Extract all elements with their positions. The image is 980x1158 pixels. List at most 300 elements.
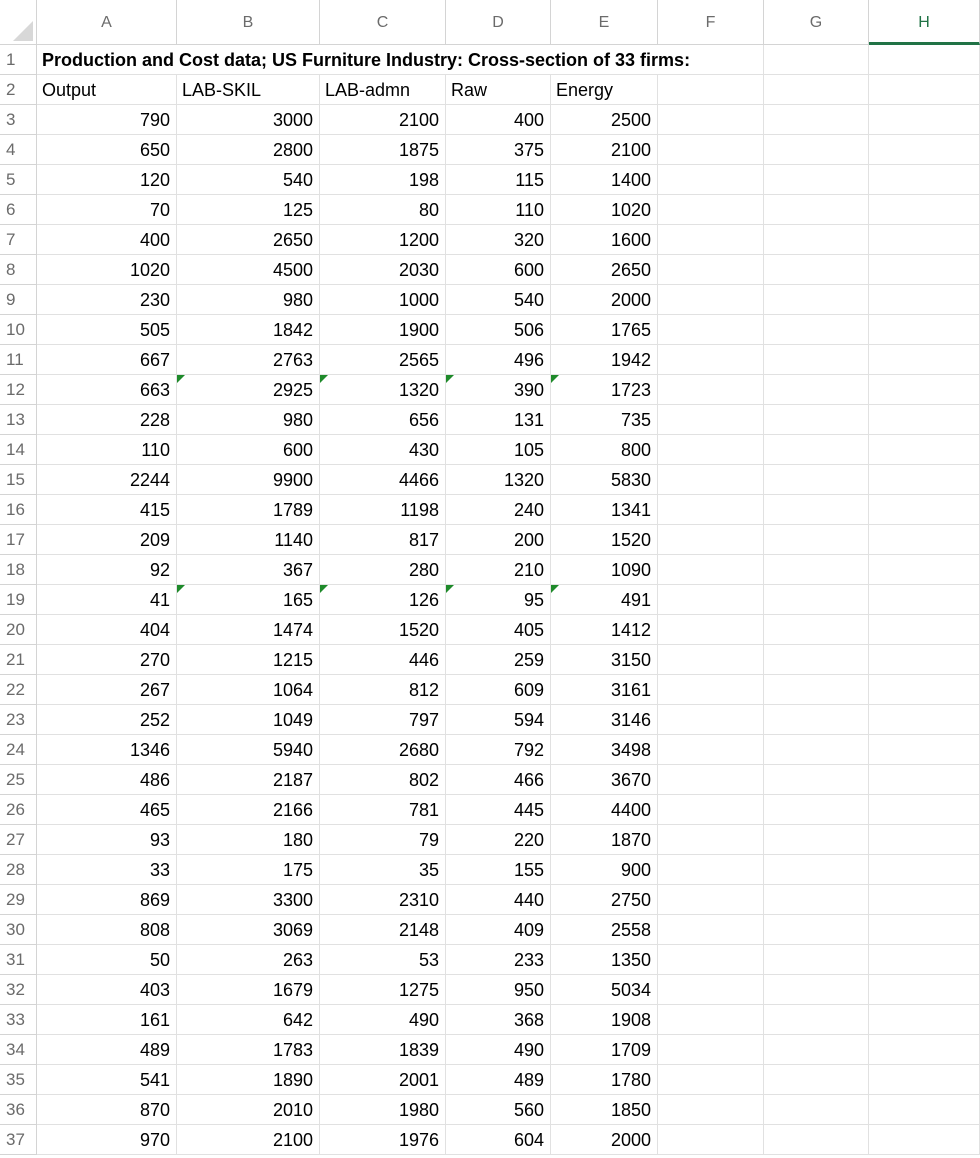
column-header-f[interactable]: F [658, 0, 764, 45]
cell-d2[interactable]: Raw [446, 75, 551, 105]
cell-d22[interactable]: 609 [446, 675, 551, 705]
cell-h33[interactable] [869, 1005, 980, 1035]
cell-d37[interactable]: 604 [446, 1125, 551, 1155]
cell-a15[interactable]: 2244 [37, 465, 177, 495]
cell-a32[interactable]: 403 [37, 975, 177, 1005]
cell-h23[interactable] [869, 705, 980, 735]
cell-g23[interactable] [764, 705, 869, 735]
cell-g12[interactable] [764, 375, 869, 405]
cell-e28[interactable]: 900 [551, 855, 658, 885]
cell-e12[interactable]: 1723 [551, 375, 658, 405]
cell-f10[interactable] [658, 315, 764, 345]
column-header-b[interactable]: B [177, 0, 320, 45]
row-header-36[interactable]: 36 [0, 1095, 37, 1125]
cell-g34[interactable] [764, 1035, 869, 1065]
cell-d11[interactable]: 496 [446, 345, 551, 375]
cell-g25[interactable] [764, 765, 869, 795]
cell-f12[interactable] [658, 375, 764, 405]
cell-a5[interactable]: 120 [37, 165, 177, 195]
cell-e8[interactable]: 2650 [551, 255, 658, 285]
row-header-35[interactable]: 35 [0, 1065, 37, 1095]
cell-c6[interactable]: 80 [320, 195, 446, 225]
cell-f9[interactable] [658, 285, 764, 315]
cell-c37[interactable]: 1976 [320, 1125, 446, 1155]
row-header-10[interactable]: 10 [0, 315, 37, 345]
cell-e16[interactable]: 1341 [551, 495, 658, 525]
cell-g32[interactable] [764, 975, 869, 1005]
cell-h14[interactable] [869, 435, 980, 465]
row-header-6[interactable]: 6 [0, 195, 37, 225]
cell-f2[interactable] [658, 75, 764, 105]
cell-e9[interactable]: 2000 [551, 285, 658, 315]
cell-g7[interactable] [764, 225, 869, 255]
cell-h29[interactable] [869, 885, 980, 915]
cell-e20[interactable]: 1412 [551, 615, 658, 645]
cell-h16[interactable] [869, 495, 980, 525]
row-header-29[interactable]: 29 [0, 885, 37, 915]
cell-g33[interactable] [764, 1005, 869, 1035]
cell-d29[interactable]: 440 [446, 885, 551, 915]
row-header-32[interactable]: 32 [0, 975, 37, 1005]
cell-d19[interactable]: 95 [446, 585, 551, 615]
cell-c28[interactable]: 35 [320, 855, 446, 885]
cell-d4[interactable]: 375 [446, 135, 551, 165]
cell-g36[interactable] [764, 1095, 869, 1125]
cell-a22[interactable]: 267 [37, 675, 177, 705]
cell-c30[interactable]: 2148 [320, 915, 446, 945]
cell-h31[interactable] [869, 945, 980, 975]
cell-c21[interactable]: 446 [320, 645, 446, 675]
cell-b20[interactable]: 1474 [177, 615, 320, 645]
cell-d12[interactable]: 390 [446, 375, 551, 405]
cell-e3[interactable]: 2500 [551, 105, 658, 135]
cell-a4[interactable]: 650 [37, 135, 177, 165]
cell-g10[interactable] [764, 315, 869, 345]
cell-a29[interactable]: 869 [37, 885, 177, 915]
cell-h12[interactable] [869, 375, 980, 405]
cell-g18[interactable] [764, 555, 869, 585]
cell-e14[interactable]: 800 [551, 435, 658, 465]
cell-h28[interactable] [869, 855, 980, 885]
cell-f11[interactable] [658, 345, 764, 375]
cell-c9[interactable]: 1000 [320, 285, 446, 315]
cell-f17[interactable] [658, 525, 764, 555]
cell-h13[interactable] [869, 405, 980, 435]
row-header-2[interactable]: 2 [0, 75, 37, 105]
row-header-21[interactable]: 21 [0, 645, 37, 675]
cell-b32[interactable]: 1679 [177, 975, 320, 1005]
cell-a18[interactable]: 92 [37, 555, 177, 585]
row-header-13[interactable]: 13 [0, 405, 37, 435]
cell-d8[interactable]: 600 [446, 255, 551, 285]
cell-g11[interactable] [764, 345, 869, 375]
cell-f20[interactable] [658, 615, 764, 645]
cell-a27[interactable]: 93 [37, 825, 177, 855]
cell-d15[interactable]: 1320 [446, 465, 551, 495]
cell-b27[interactable]: 180 [177, 825, 320, 855]
cell-c31[interactable]: 53 [320, 945, 446, 975]
row-header-23[interactable]: 23 [0, 705, 37, 735]
cell-d18[interactable]: 210 [446, 555, 551, 585]
cell-e34[interactable]: 1709 [551, 1035, 658, 1065]
cell-b9[interactable]: 980 [177, 285, 320, 315]
cell-h5[interactable] [869, 165, 980, 195]
cell-e21[interactable]: 3150 [551, 645, 658, 675]
cell-c12[interactable]: 1320 [320, 375, 446, 405]
cell-h19[interactable] [869, 585, 980, 615]
cell-e27[interactable]: 1870 [551, 825, 658, 855]
cell-g16[interactable] [764, 495, 869, 525]
column-header-e[interactable]: E [551, 0, 658, 45]
cell-b14[interactable]: 600 [177, 435, 320, 465]
cell-a8[interactable]: 1020 [37, 255, 177, 285]
cell-c19[interactable]: 126 [320, 585, 446, 615]
cell-d31[interactable]: 233 [446, 945, 551, 975]
cell-a26[interactable]: 465 [37, 795, 177, 825]
cell-a1[interactable]: Production and Cost data; US Furniture Industry: Cross-section of 33 firms: [37, 45, 177, 75]
cell-e25[interactable]: 3670 [551, 765, 658, 795]
cell-c23[interactable]: 797 [320, 705, 446, 735]
cell-h6[interactable] [869, 195, 980, 225]
cell-a35[interactable]: 541 [37, 1065, 177, 1095]
cell-c34[interactable]: 1839 [320, 1035, 446, 1065]
cell-g1[interactable] [764, 45, 869, 75]
cell-f8[interactable] [658, 255, 764, 285]
cell-d20[interactable]: 405 [446, 615, 551, 645]
cell-d9[interactable]: 540 [446, 285, 551, 315]
cell-b8[interactable]: 4500 [177, 255, 320, 285]
cell-d16[interactable]: 240 [446, 495, 551, 525]
row-header-26[interactable]: 26 [0, 795, 37, 825]
cell-e7[interactable]: 1600 [551, 225, 658, 255]
cell-h7[interactable] [869, 225, 980, 255]
cell-b13[interactable]: 980 [177, 405, 320, 435]
cell-f14[interactable] [658, 435, 764, 465]
cell-d34[interactable]: 490 [446, 1035, 551, 1065]
cell-g26[interactable] [764, 795, 869, 825]
cell-c20[interactable]: 1520 [320, 615, 446, 645]
cell-c36[interactable]: 1980 [320, 1095, 446, 1125]
cell-f16[interactable] [658, 495, 764, 525]
cell-d30[interactable]: 409 [446, 915, 551, 945]
row-header-37[interactable]: 37 [0, 1125, 37, 1155]
cell-c11[interactable]: 2565 [320, 345, 446, 375]
cell-a3[interactable]: 790 [37, 105, 177, 135]
cell-e37[interactable]: 2000 [551, 1125, 658, 1155]
row-header-5[interactable]: 5 [0, 165, 37, 195]
cell-a6[interactable]: 70 [37, 195, 177, 225]
cell-b29[interactable]: 3300 [177, 885, 320, 915]
cell-h37[interactable] [869, 1125, 980, 1155]
cell-h22[interactable] [869, 675, 980, 705]
column-header-h[interactable]: H [869, 0, 980, 45]
cell-c25[interactable]: 802 [320, 765, 446, 795]
cell-f35[interactable] [658, 1065, 764, 1095]
cell-a2[interactable]: Output [37, 75, 177, 105]
cell-e29[interactable]: 2750 [551, 885, 658, 915]
cell-h34[interactable] [869, 1035, 980, 1065]
cell-c16[interactable]: 1198 [320, 495, 446, 525]
cell-e35[interactable]: 1780 [551, 1065, 658, 1095]
cell-f27[interactable] [658, 825, 764, 855]
cell-f5[interactable] [658, 165, 764, 195]
cell-h10[interactable] [869, 315, 980, 345]
cell-h15[interactable] [869, 465, 980, 495]
cell-f24[interactable] [658, 735, 764, 765]
cell-e17[interactable]: 1520 [551, 525, 658, 555]
cell-a31[interactable]: 50 [37, 945, 177, 975]
row-header-19[interactable]: 19 [0, 585, 37, 615]
cell-a12[interactable]: 663 [37, 375, 177, 405]
cell-f6[interactable] [658, 195, 764, 225]
cell-h35[interactable] [869, 1065, 980, 1095]
row-header-7[interactable]: 7 [0, 225, 37, 255]
cell-g13[interactable] [764, 405, 869, 435]
cell-e33[interactable]: 1908 [551, 1005, 658, 1035]
cell-g19[interactable] [764, 585, 869, 615]
cell-g2[interactable] [764, 75, 869, 105]
cell-b2[interactable]: LAB-SKIL [177, 75, 320, 105]
cell-e6[interactable]: 1020 [551, 195, 658, 225]
cell-c18[interactable]: 280 [320, 555, 446, 585]
cell-b25[interactable]: 2187 [177, 765, 320, 795]
cell-a36[interactable]: 870 [37, 1095, 177, 1125]
cell-b33[interactable]: 642 [177, 1005, 320, 1035]
cell-b3[interactable]: 3000 [177, 105, 320, 135]
cell-b7[interactable]: 2650 [177, 225, 320, 255]
cell-a30[interactable]: 808 [37, 915, 177, 945]
row-header-4[interactable]: 4 [0, 135, 37, 165]
cell-a9[interactable]: 230 [37, 285, 177, 315]
cell-f28[interactable] [658, 855, 764, 885]
cell-b17[interactable]: 1140 [177, 525, 320, 555]
cell-c14[interactable]: 430 [320, 435, 446, 465]
row-header-25[interactable]: 25 [0, 765, 37, 795]
cell-b34[interactable]: 1783 [177, 1035, 320, 1065]
cell-a16[interactable]: 415 [37, 495, 177, 525]
cell-d25[interactable]: 466 [446, 765, 551, 795]
cell-d26[interactable]: 445 [446, 795, 551, 825]
cell-f29[interactable] [658, 885, 764, 915]
row-header-3[interactable]: 3 [0, 105, 37, 135]
cell-b22[interactable]: 1064 [177, 675, 320, 705]
cell-c29[interactable]: 2310 [320, 885, 446, 915]
cell-g28[interactable] [764, 855, 869, 885]
row-header-31[interactable]: 31 [0, 945, 37, 975]
cell-h27[interactable] [869, 825, 980, 855]
cell-h3[interactable] [869, 105, 980, 135]
cell-b21[interactable]: 1215 [177, 645, 320, 675]
cell-f26[interactable] [658, 795, 764, 825]
cell-g29[interactable] [764, 885, 869, 915]
cell-e10[interactable]: 1765 [551, 315, 658, 345]
cell-c22[interactable]: 812 [320, 675, 446, 705]
cell-a21[interactable]: 270 [37, 645, 177, 675]
cell-c7[interactable]: 1200 [320, 225, 446, 255]
cell-c4[interactable]: 1875 [320, 135, 446, 165]
row-header-27[interactable]: 27 [0, 825, 37, 855]
cell-b6[interactable]: 125 [177, 195, 320, 225]
cell-g24[interactable] [764, 735, 869, 765]
cell-b28[interactable]: 175 [177, 855, 320, 885]
cell-g37[interactable] [764, 1125, 869, 1155]
cell-a23[interactable]: 252 [37, 705, 177, 735]
row-header-14[interactable]: 14 [0, 435, 37, 465]
row-header-28[interactable]: 28 [0, 855, 37, 885]
cell-g35[interactable] [764, 1065, 869, 1095]
cell-c33[interactable]: 490 [320, 1005, 446, 1035]
cell-g5[interactable] [764, 165, 869, 195]
row-header-9[interactable]: 9 [0, 285, 37, 315]
cell-c27[interactable]: 79 [320, 825, 446, 855]
cell-b19[interactable]: 165 [177, 585, 320, 615]
row-header-1[interactable]: 1 [0, 45, 37, 75]
cell-d5[interactable]: 115 [446, 165, 551, 195]
cell-c5[interactable]: 198 [320, 165, 446, 195]
cell-d6[interactable]: 110 [446, 195, 551, 225]
cell-f37[interactable] [658, 1125, 764, 1155]
cell-d35[interactable]: 489 [446, 1065, 551, 1095]
cell-a19[interactable]: 41 [37, 585, 177, 615]
cell-h18[interactable] [869, 555, 980, 585]
cell-e31[interactable]: 1350 [551, 945, 658, 975]
cell-e26[interactable]: 4400 [551, 795, 658, 825]
cell-b37[interactable]: 2100 [177, 1125, 320, 1155]
row-header-8[interactable]: 8 [0, 255, 37, 285]
cell-e24[interactable]: 3498 [551, 735, 658, 765]
cell-b4[interactable]: 2800 [177, 135, 320, 165]
cell-e18[interactable]: 1090 [551, 555, 658, 585]
cell-a13[interactable]: 228 [37, 405, 177, 435]
cell-e23[interactable]: 3146 [551, 705, 658, 735]
row-header-34[interactable]: 34 [0, 1035, 37, 1065]
cell-d14[interactable]: 105 [446, 435, 551, 465]
cell-c3[interactable]: 2100 [320, 105, 446, 135]
cell-f3[interactable] [658, 105, 764, 135]
cell-h25[interactable] [869, 765, 980, 795]
column-header-g[interactable]: G [764, 0, 869, 45]
cell-f25[interactable] [658, 765, 764, 795]
cell-c17[interactable]: 817 [320, 525, 446, 555]
cell-g14[interactable] [764, 435, 869, 465]
cell-g4[interactable] [764, 135, 869, 165]
cell-d13[interactable]: 131 [446, 405, 551, 435]
cell-g6[interactable] [764, 195, 869, 225]
cell-a10[interactable]: 505 [37, 315, 177, 345]
cell-f18[interactable] [658, 555, 764, 585]
cell-c10[interactable]: 1900 [320, 315, 446, 345]
cell-b18[interactable]: 367 [177, 555, 320, 585]
row-header-24[interactable]: 24 [0, 735, 37, 765]
cell-g20[interactable] [764, 615, 869, 645]
column-header-c[interactable]: C [320, 0, 446, 45]
column-header-d[interactable]: D [446, 0, 551, 45]
cell-a25[interactable]: 486 [37, 765, 177, 795]
cell-f4[interactable] [658, 135, 764, 165]
cell-f23[interactable] [658, 705, 764, 735]
cell-h20[interactable] [869, 615, 980, 645]
cell-h26[interactable] [869, 795, 980, 825]
cell-e22[interactable]: 3161 [551, 675, 658, 705]
cell-c13[interactable]: 656 [320, 405, 446, 435]
cell-b16[interactable]: 1789 [177, 495, 320, 525]
cell-f13[interactable] [658, 405, 764, 435]
cell-h30[interactable] [869, 915, 980, 945]
cell-f7[interactable] [658, 225, 764, 255]
cell-d10[interactable]: 506 [446, 315, 551, 345]
cell-g31[interactable] [764, 945, 869, 975]
row-header-16[interactable]: 16 [0, 495, 37, 525]
cell-d32[interactable]: 950 [446, 975, 551, 1005]
cell-c26[interactable]: 781 [320, 795, 446, 825]
cell-h24[interactable] [869, 735, 980, 765]
cell-b26[interactable]: 2166 [177, 795, 320, 825]
cell-d3[interactable]: 400 [446, 105, 551, 135]
row-header-20[interactable]: 20 [0, 615, 37, 645]
cell-d17[interactable]: 200 [446, 525, 551, 555]
cell-h2[interactable] [869, 75, 980, 105]
cell-g21[interactable] [764, 645, 869, 675]
row-header-15[interactable]: 15 [0, 465, 37, 495]
cell-h17[interactable] [869, 525, 980, 555]
row-header-33[interactable]: 33 [0, 1005, 37, 1035]
cell-h9[interactable] [869, 285, 980, 315]
cell-a37[interactable]: 970 [37, 1125, 177, 1155]
cell-e13[interactable]: 735 [551, 405, 658, 435]
cell-b5[interactable]: 540 [177, 165, 320, 195]
cell-c2[interactable]: LAB-admn [320, 75, 446, 105]
cell-f19[interactable] [658, 585, 764, 615]
cell-g9[interactable] [764, 285, 869, 315]
column-header-a[interactable]: A [37, 0, 177, 45]
cell-d28[interactable]: 155 [446, 855, 551, 885]
cell-c35[interactable]: 2001 [320, 1065, 446, 1095]
cell-d36[interactable]: 560 [446, 1095, 551, 1125]
row-header-17[interactable]: 17 [0, 525, 37, 555]
cell-h11[interactable] [869, 345, 980, 375]
row-header-30[interactable]: 30 [0, 915, 37, 945]
cell-b23[interactable]: 1049 [177, 705, 320, 735]
cell-f36[interactable] [658, 1095, 764, 1125]
cell-a20[interactable]: 404 [37, 615, 177, 645]
cell-b36[interactable]: 2010 [177, 1095, 320, 1125]
cell-c8[interactable]: 2030 [320, 255, 446, 285]
cell-b15[interactable]: 9900 [177, 465, 320, 495]
cell-h32[interactable] [869, 975, 980, 1005]
cell-b31[interactable]: 263 [177, 945, 320, 975]
row-header-18[interactable]: 18 [0, 555, 37, 585]
cell-g27[interactable] [764, 825, 869, 855]
cell-b30[interactable]: 3069 [177, 915, 320, 945]
cell-f21[interactable] [658, 645, 764, 675]
cell-a17[interactable]: 209 [37, 525, 177, 555]
cell-b10[interactable]: 1842 [177, 315, 320, 345]
cell-a34[interactable]: 489 [37, 1035, 177, 1065]
cell-f32[interactable] [658, 975, 764, 1005]
cell-e5[interactable]: 1400 [551, 165, 658, 195]
cell-f22[interactable] [658, 675, 764, 705]
cell-e2[interactable]: Energy [551, 75, 658, 105]
cell-h4[interactable] [869, 135, 980, 165]
cell-e36[interactable]: 1850 [551, 1095, 658, 1125]
cell-e30[interactable]: 2558 [551, 915, 658, 945]
cell-c32[interactable]: 1275 [320, 975, 446, 1005]
cell-e32[interactable]: 5034 [551, 975, 658, 1005]
cell-g15[interactable] [764, 465, 869, 495]
cell-d24[interactable]: 792 [446, 735, 551, 765]
cell-e19[interactable]: 491 [551, 585, 658, 615]
cell-d21[interactable]: 259 [446, 645, 551, 675]
